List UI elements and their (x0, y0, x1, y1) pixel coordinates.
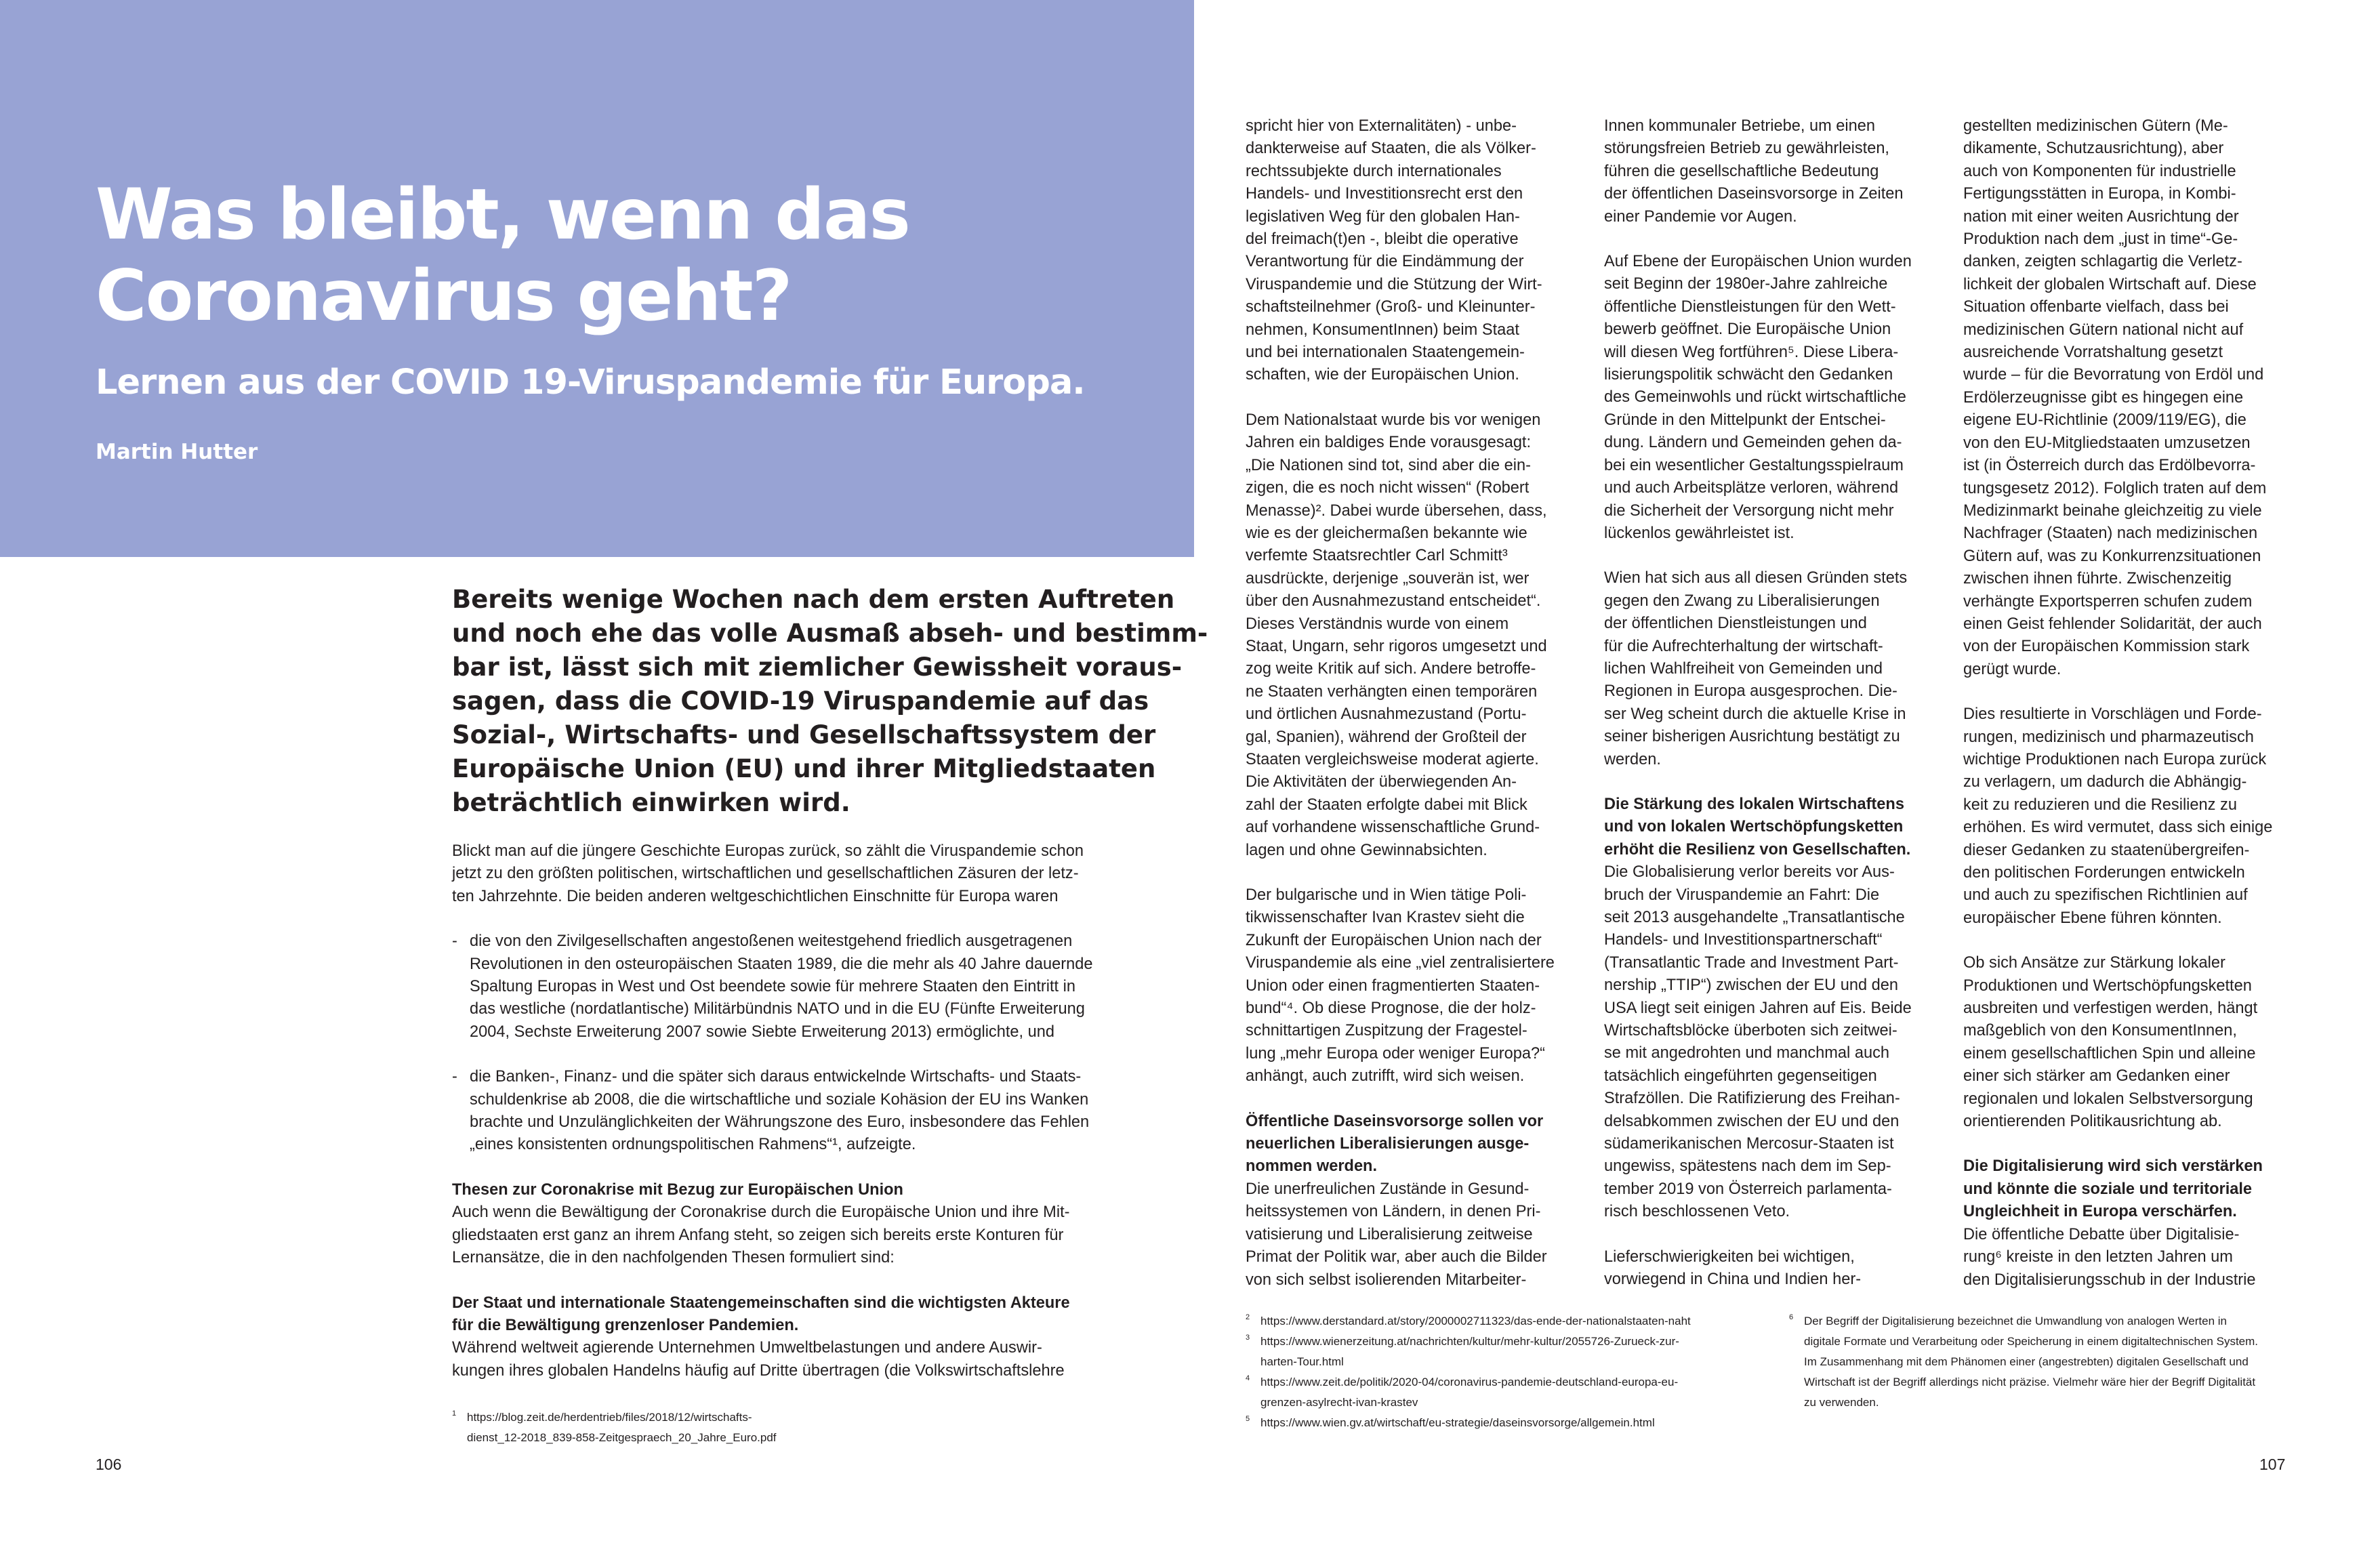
text-line: bund“⁴. Ob diese Prognose, die der holz- (1246, 999, 1536, 1018)
section-heading (452, 1292, 1133, 1338)
text-line: europäischer Ebene führen könnten. (1963, 909, 2222, 927)
text-line: Menasse)². Dabei wurde übersehen, dass, (1246, 501, 1547, 520)
text-line: Situation offenbarte vielfach, dass bei (1963, 298, 2229, 316)
text-line: dankterweise auf Staaten, die als Völker- (1246, 140, 1536, 158)
text-line: schaftsteilnehmer (Groß- und Kleinunter- (1246, 298, 1536, 316)
lead-line: Sozial-, Wirtschafts- und Gesellschaftssystem der (452, 720, 1156, 749)
lead-line: und noch ehe das volle Ausmaß abseh- und bestimm- (452, 619, 1208, 648)
text-line: rung⁶ kreiste in den letzten Jahren um (1963, 1248, 2233, 1266)
text-line: ausreichende Vorratshaltung gesetzt (1963, 344, 2223, 362)
text-line: Produktionen und Wertschöpfungsketten (1963, 976, 2252, 995)
text-line: gerügt wurde. (1963, 660, 2061, 678)
body-paragraph (1604, 115, 1923, 228)
title-line: Coronavirus geht? (96, 255, 792, 337)
text-line: werden. (1604, 750, 1661, 768)
text-line: https://www.zeit.de/politik/2020-04/coronavirus-pandemie-deutschland-europa-eu- (1260, 1376, 1679, 1388)
text-line: spricht hier von Externalitäten) - unbe- (1246, 117, 1517, 135)
text-line: wurde – für die Bevorratung von Erdöl und (1963, 366, 2264, 384)
text-line: Strafzöllen. Die Ratifizierung des Freihan- (1604, 1090, 1900, 1108)
text-line: ist (in Österreich durch das Erdölbevorra- (1963, 457, 2256, 475)
text-line: schaften, wie der Europäischen Union. (1246, 366, 1519, 384)
body-paragraph (1604, 251, 1923, 545)
text-line: öffentliche Dienstleistungen für den Wett- (1604, 297, 1896, 316)
text-line: wie es der gleichermaßen bekannte wie (1246, 524, 1527, 542)
text-line: Staaten vergleichsweise moderat agierte. (1246, 750, 1539, 768)
text-line: das westliche (nordatlantische) Militärbündnis NATO und in die EU (Fünfte Erweiterung (470, 1000, 1085, 1018)
text-line: seiner bisherigen Ausrichtung bestätigt zu (1604, 728, 1900, 746)
author-name: Martin Hutter (96, 440, 258, 464)
text-line: verhängte Exportsperren schufen zudem (1963, 592, 2253, 611)
text-line: Handels- und Investitionspartnerschaft“ (1604, 931, 1883, 949)
bullet-dash: - (452, 1068, 457, 1086)
text-line: gestellten medizinischen Gütern (Me- (1963, 117, 2228, 135)
text-line: Spaltung Europas in West und Ost beendete sowie für mehrere Staaten den Eintritt in (470, 978, 1076, 996)
text-line: will diesen Weg fortführen⁵. Diese Libera- (1604, 343, 1899, 361)
text-line: erhöht die Resilienz von Gesellschaften. (1604, 840, 1911, 859)
footnote-number: 6 (1789, 1313, 1794, 1321)
body-paragraph (1246, 1178, 1564, 1292)
text-line: vorwiegend in China und Indien her- (1604, 1271, 1862, 1289)
text-line: Die Stärkung des lokalen Wirtschaftens (1604, 795, 1904, 813)
text-line: danken, zeigten schlagartig die Verletz- (1963, 253, 2242, 271)
text-line: Der bulgarische und in Wien tätige Poli- (1246, 886, 1527, 904)
text-line: die Banken-, Finanz- und die später sich daraus entwickelnde Wirtschafts- und Staats- (470, 1068, 1082, 1086)
bullet-item (452, 1066, 1133, 1157)
text-line: und auch zu spezifischen Richtlinien auf (1963, 886, 2248, 905)
text-line: lückenlos gewährleistet ist. (1604, 524, 1794, 542)
text-line: kungen ihres globalen Handelns häufig auf Dritte übertragen (die Volkswirtschaftslehre (452, 1361, 1065, 1380)
text-line: verfemte Staatsrechtler Carl Schmitt³ (1246, 547, 1508, 565)
text-line: Wirtschaftsblöcke überboten sich zeitwei- (1604, 1022, 1897, 1040)
text-line: medizinischen Gütern national nicht auf (1963, 321, 2244, 339)
text-line: Wirtschaft ist der Begriff allerdings nicht präzise. Vielmehr wäre hier der Begriff Digitalität (1804, 1376, 2256, 1388)
text-line: maßgeblich von den KonsumentInnen, (1963, 1022, 2237, 1040)
lead-line: bar ist, lässt sich mit ziemlicher Gewissheit voraus- (452, 653, 1183, 682)
text-line: se mit angedrohten und manchmal auch (1604, 1044, 1890, 1063)
footnote-number: 3 (1246, 1334, 1250, 1342)
text-line: für die Bewältigung grenzenloser Pandemien. (452, 1316, 799, 1334)
text-line: zu verwenden. (1804, 1396, 1879, 1409)
lead-line: Bereits wenige Wochen nach dem ersten Auftreten (452, 585, 1175, 614)
text-line: del freimach(t)en -, bleibt die operative (1246, 230, 1519, 249)
text-line: des Gemeinwohls und rückt wirtschaftliche (1604, 388, 1906, 407)
footnote-item (1246, 1413, 1761, 1433)
text-line: nation mit einer weiten Ausrichtung der (1963, 207, 2239, 226)
body-paragraph (1963, 952, 2282, 1133)
text-line: ser Weg scheint durch die aktuelle Krise in (1604, 705, 1906, 723)
text-line: Jahren ein baldiges Ende vorausgesagt: (1246, 434, 1532, 452)
text-line: bruch der Viruspandemie an Fahrt: Die (1604, 886, 1880, 904)
text-line: von sich selbst isolierenden Mitarbeiter- (1246, 1271, 1527, 1289)
lead-line: beträchtlich einwirken wird. (452, 788, 850, 817)
text-line: regionalen und lokalen Selbstversorgung (1963, 1090, 2253, 1108)
section-heading (1246, 1111, 1564, 1178)
text-line: digitale Formate und Verarbeitung oder Speicherung in einem digitaltechnischen System. (1804, 1335, 2259, 1348)
left-body-text (452, 840, 1133, 1382)
section-heading (1604, 793, 1923, 861)
footnote-number: 4 (1246, 1374, 1250, 1382)
text-line: Zukunft der Europäischen Union nach der (1246, 931, 1542, 949)
text-line: Dieses Verständnis wurde von einem (1246, 615, 1509, 633)
body-paragraph (452, 1337, 1133, 1382)
text-line: einem gesellschaftlichen Spin und alleine (1963, 1044, 2256, 1063)
text-line: Die unerfreulichen Zustände in Gesund- (1246, 1180, 1530, 1198)
column-2 (1604, 115, 1923, 1292)
text-line: die Sicherheit der Versorgung nicht mehr (1604, 501, 1894, 520)
footnote-item (1246, 1332, 1761, 1372)
text-line: ungewiss, spätestens nach dem im Sep- (1604, 1157, 1891, 1176)
text-line: Dies resultierte in Vorschlägen und Forde- (1963, 705, 2262, 724)
body-paragraph (1963, 1224, 2282, 1292)
footnote-item (1246, 1311, 1761, 1332)
text-line: USA liegt seit einigen Jahren auf Eis. Beide (1604, 999, 1912, 1017)
text-line: Verantwortung für die Eindämmung der (1246, 253, 1524, 271)
text-line: erhöhen. Es wird vermutet, dass sich einige (1963, 819, 2273, 837)
text-line: Nachfrager (Staaten) nach medizinischen (1963, 524, 2258, 543)
text-line: (Transatlantic Trade and Investment Part- (1604, 953, 1899, 972)
text-line: https://www.wien.gv.at/wirtschaft/eu-strategie/daseinsvorsorge/allgemein.html (1260, 1416, 1655, 1429)
text-line: Revolutionen in den osteuropäischen Staaten 1989, die die mehr als 40 Jahre dauernde (470, 955, 1093, 973)
text-line: von den EU-Mitgliedstaaten umzusetzen (1963, 434, 2251, 452)
text-line: gal, Spanien), während der Großteil der (1246, 728, 1527, 746)
footnote-text (1260, 1311, 1761, 1332)
text-line: nehmen, KonsumentInnen) beim Staat (1246, 321, 1519, 339)
text-line: delsabkommen zwischen der EU und den (1604, 1112, 1900, 1130)
text-line: legislativen Weg für den globalen Han- (1246, 207, 1520, 226)
text-line: der öffentlichen Dienstleistungen und (1604, 615, 1867, 633)
text-line: tember 2019 von Österreich parlamenta- (1604, 1180, 1892, 1198)
intro-paragraph (452, 840, 1133, 908)
text-line: lichen Wahlfreiheit von Gemeinden und (1604, 659, 1883, 678)
text-line: schnittartigen Zuspitzung der Fragestel- (1246, 1022, 1527, 1040)
text-line: tungsgesetz 2012). Folglich traten auf dem (1963, 479, 2267, 497)
text-line: tatsächlich eingeführten gegenseitigen (1604, 1067, 1877, 1085)
text-line: Medizinmarkt beinahe gleichzeitig zu viele (1963, 501, 2262, 520)
bullet-text (470, 1066, 1133, 1157)
text-line: Primat der Politik war, aber auch die Bilder (1246, 1248, 1547, 1266)
footnote-text (1804, 1311, 2318, 1413)
body-paragraph (1246, 115, 1564, 387)
text-line: rechtssubjekte durch internationales (1246, 162, 1502, 180)
bullet-dash: - (452, 932, 457, 951)
text-line: ausbreiten und verfestigen werden, hängt (1963, 999, 2258, 1018)
text-line: die von den Zivilgesellschaften angestoßenen weitestgehend friedlich ausgetragenen (470, 932, 1073, 951)
text-line: dung. Ländern und Gemeinden gehen da- (1604, 434, 1902, 452)
text-line: „eines konsistenten ordnungspolitischen Rahmens“¹, aufzeigte. (470, 1136, 916, 1154)
text-line: vatisierung und Liberalisierung zeitweise (1246, 1225, 1533, 1243)
text-line: gliedstaaten erst ganz an ihrem Anfang steht, so zeigen sich bereits erste Konturen für (452, 1226, 1064, 1244)
text-line: zwischen ihnen führte. Zwischenzeitig (1963, 570, 2232, 588)
footnote-text (1260, 1413, 1761, 1433)
body-paragraph (1604, 1246, 1923, 1292)
text-line: einer Pandemie vor Augen. (1604, 207, 1797, 226)
footnote-item (1246, 1372, 1761, 1413)
text-line: Erdölerzeugnisse gibt es hingegen eine (1963, 388, 2244, 407)
text-line: harten-Tour.html (1260, 1355, 1344, 1368)
text-line: nership „TTIP“) zwischen der EU und den (1604, 976, 1899, 995)
text-line: Viruspandemie und die Stützung der Wirt- (1246, 275, 1542, 293)
page-number-left: 106 (96, 1456, 122, 1473)
text-line: bei ein wesentlicher Gestaltungsspielraum (1604, 456, 1904, 474)
text-line: Lernansätze, die in den nachfolgenden Thesen formuliert sind: (452, 1249, 895, 1267)
text-line: zigen, die es noch nicht wissen“ (Robert (1246, 479, 1530, 497)
text-line: Öffentliche Daseinsvorsorge sollen vor (1246, 1112, 1544, 1130)
text-line: und örtlichen Ausnahmezustand (Portu- (1246, 705, 1527, 724)
text-line: für die Aufrechterhaltung der wirtschaft- (1604, 637, 1883, 655)
footnotes-right (1789, 1311, 2318, 1413)
body-paragraph (1963, 115, 2282, 681)
text-line: wichtige Produktionen nach Europa zurück (1963, 750, 2267, 768)
lead-line: Europäische Union (EU) und ihrer Mitgliedstaaten (452, 754, 1156, 783)
text-line: Viruspandemie als eine „viel zentralisiertere (1246, 954, 1555, 972)
text-line: und bei internationalen Staatengemein- (1246, 344, 1525, 362)
bullet-item (452, 930, 1133, 1044)
text-line: Die Globalisierung verlor bereits vor Aus- (1604, 863, 1895, 882)
text-line: 2004, Sechste Erweiterung 2007 sowie Siebte Erweiterung 2013) ermöglichte, und (470, 1023, 1055, 1041)
text-line: schuldenkrise ab 2008, die die wirtschaftliche und soziale Kohäsion der EU ins Wanken (470, 1090, 1089, 1109)
text-line: bewerb geöffnet. Die Europäische Union (1604, 321, 1891, 339)
text-line: Regionen in Europa ausgesprochen. Die- (1604, 682, 1897, 701)
article-title (96, 174, 1153, 337)
lead-line: sagen, dass die COVID-19 Viruspandemie auf das (452, 686, 1149, 716)
text-line: und von lokalen Wertschöpfungsketten (1604, 818, 1904, 836)
text-line: Auch wenn die Bewältigung der Coronakrise durch die Europäische Union und ihre Mit- (452, 1203, 1070, 1222)
text-line: dikamente, Schutzausrichtung), aber (1963, 140, 2224, 158)
text-line: Auf Ebene der Europäischen Union wurden (1604, 253, 1912, 271)
text-line: risch beschlossenen Veto. (1604, 1203, 1790, 1221)
text-line: dienst_12-2018_839-858-Zeitgespraech_20_Jahre_Euro.pdf (467, 1431, 777, 1444)
text-line: Während weltweit agierende Unternehmen Umweltbelastungen und andere Auswir- (452, 1339, 1042, 1357)
text-line: Die öffentliche Debatte über Digitalisie- (1963, 1225, 2240, 1243)
text-line: führen die gesellschaftliche Bedeutung (1604, 162, 1879, 180)
footnote-text (1260, 1372, 1761, 1413)
text-line: Die Aktivitäten der überwiegenden An- (1246, 773, 1517, 791)
footnote-item (1789, 1311, 2318, 1413)
text-line: keit zu reduzieren und die Resilienz zu (1963, 796, 2237, 814)
text-line: südamerikanischen Mercosur-Staaten ist (1604, 1135, 1894, 1153)
text-line: den politischen Forderungen entwickeln (1963, 864, 2245, 882)
text-line: Innen kommunaler Betriebe, um einen (1604, 117, 1876, 135)
text-line: Ungleichheit in Europa verschärfen. (1963, 1203, 2237, 1221)
text-line: rungen, medizinisch und pharmazeutisch (1963, 728, 2254, 746)
text-line: ne Staaten verhängten einen temporären (1246, 682, 1538, 701)
text-line: seit Beginn der 1980er-Jahre zahlreiche (1604, 275, 1888, 293)
footnote-text (467, 1407, 859, 1448)
text-line: Die Digitalisierung wird sich verstärken (1963, 1157, 2263, 1176)
text-line: zahl der Staaten erfolgte dabei mit Blick (1246, 796, 1527, 814)
text-line: Gütern auf, was zu Konkurrenzsituationen (1963, 547, 2261, 565)
text-line: von der Europäischen Kommission stark (1963, 638, 2250, 656)
body-paragraph (452, 1201, 1133, 1269)
column-1 (1246, 115, 1564, 1292)
bullet-text (470, 930, 1133, 1044)
page-number-right: 107 (2259, 1456, 2286, 1473)
text-line: anhängt, auch zutrifft, wird sich weisen. (1246, 1067, 1525, 1086)
footnote-number: 2 (1246, 1313, 1250, 1321)
text-line: störungsfreien Betrieb zu gewährleisten, (1604, 140, 1889, 158)
text-line: jetzt zu den größten politischen, wirtschaftlichen und gesellschaftlichen Zäsuren der letz- (452, 865, 1079, 883)
text-line: Blickt man auf die jüngere Geschichte Europas zurück, so zählt die Viruspandemie schon (452, 842, 1084, 860)
text-line: den Digitalisierungsschub in der Industrie (1963, 1271, 2256, 1289)
text-line: lichkeit der globalen Wirtschaft auf. Diese (1963, 275, 2257, 293)
lead-paragraph (452, 583, 1208, 820)
column-3 (1963, 115, 2282, 1292)
text-line: seit 2013 ausgehandelte „Transatlantische (1604, 909, 1905, 926)
text-line: ausdrückte, derjenige „souverän ist, wer (1246, 569, 1530, 587)
body-paragraph (1963, 703, 2282, 930)
text-line: Handels- und Investitionsrecht erst den (1246, 185, 1523, 203)
text-line: heitssystemen von Ländern, in denen Pri- (1246, 1203, 1541, 1221)
text-line: Dem Nationalstaat wurde bis vor wenigen (1246, 411, 1541, 429)
text-line: nommen werden. (1246, 1157, 1378, 1176)
text-line: über den Ausnahmezustand entscheidet“. (1246, 592, 1541, 611)
text-line: https://www.wienerzeitung.at/nachrichten/kultur/mehr-kultur/2055726-Zurueck-zur- (1260, 1335, 1679, 1348)
footnote-item (452, 1407, 859, 1448)
text-line: lagen und ohne Gewinnabsichten. (1246, 841, 1488, 859)
text-line: Der Staat und internationale Staatengemeinschaften sind die wichtigsten Akteure (452, 1294, 1070, 1312)
body-paragraph (1604, 567, 1923, 771)
footnote-number: 5 (1246, 1415, 1250, 1423)
text-line: Gründe in den Mittelpunkt der Entschei- (1604, 411, 1886, 429)
text-line: Der Begriff der Digitalisierung bezeichnet die Umwandlung von analogen Werten in (1804, 1315, 2228, 1327)
text-line: https://blog.zeit.de/herdentrieb/files/2018/12/wirtschafts- (467, 1411, 752, 1424)
section-heading (1963, 1155, 2282, 1223)
footnotes-middle (1246, 1311, 1761, 1433)
text-line: der öffentlichen Daseinsvorsorge in Zeiten (1604, 185, 1904, 203)
text-line: einen Geist fehlender Solidarität, der auch (1963, 615, 2262, 633)
body-paragraph (1246, 409, 1564, 862)
text-line: Ob sich Ansätze zur Stärkung lokaler (1963, 954, 2225, 972)
section-heading: Thesen zur Coronakrise mit Bezug zur Europäischen Union (452, 1180, 903, 1199)
footnote-text (1260, 1332, 1761, 1372)
text-line: ten Jahrzehnte. Die beiden anderen weltgeschichtlichen Einschnitte für Europa waren (452, 887, 1059, 905)
text-line: Wien hat sich aus all diesen Gründen stets (1604, 569, 1908, 587)
text-line: „Die Nationen sind tot, sind aber die ein- (1246, 456, 1531, 474)
title-line: Was bleibt, wenn das (96, 174, 909, 255)
text-line: zog weite Kritik auf sich. Andere betroffe- (1246, 660, 1536, 678)
text-line: und könnte die soziale und territoriale (1963, 1180, 2253, 1198)
text-line: Lieferschwierigkeiten bei wichtigen, (1604, 1247, 1855, 1266)
text-line: neuerlichen Liberalisierungen ausge- (1246, 1135, 1530, 1153)
text-line: Union oder einen fragmentierten Staaten- (1246, 976, 1540, 995)
text-line: tikwissenschafter Ivan Krastev sieht die (1246, 909, 1525, 927)
body-paragraph (1246, 884, 1564, 1088)
body-paragraph (1604, 861, 1923, 1224)
text-line: dieser Gedanken zu staatenübergreifen- (1963, 841, 2250, 859)
footnote (452, 1407, 859, 1448)
text-line: grenzen-asylrecht-ivan-krastev (1260, 1396, 1418, 1409)
text-line: auch von Komponenten für industrielle (1963, 162, 2236, 180)
text-line: Im Zusammenhang mit dem Phänomen einer (angestrebten) digitalen Gesellschaft und (1804, 1355, 2249, 1368)
text-line: lung „mehr Europa oder weniger Europa?“ (1246, 1044, 1545, 1063)
text-line: Produktion nach dem „just in time“-Ge- (1963, 230, 2238, 249)
text-line: auf vorhandene wissenschaftliche Grund- (1246, 819, 1540, 837)
footnote-number: 1 (452, 1409, 457, 1418)
text-line: zu verlagern, um dadurch die Abhängig- (1963, 773, 2247, 791)
text-line: orientierenden Politikausrichtung ab. (1963, 1113, 2222, 1131)
text-line: und auch Arbeitsplätze verloren, während (1604, 479, 1899, 497)
text-line: gegen den Zwang zu Liberalisierungen (1604, 592, 1880, 610)
article-subtitle: Lernen aus der COVID 19-Viruspandemie für Europa. (96, 363, 1085, 403)
text-line: lisierungspolitik schwächt den Gedanken (1604, 366, 1893, 384)
text-line: https://www.derstandard.at/story/2000002711323/das-ende-der-nationalstaaten-naht (1260, 1315, 1691, 1327)
text-line: brachte und Unzulänglichkeiten der Währungszone des Euro, insbesondere das Fehlen (470, 1113, 1090, 1132)
text-line: eigene EU-Richtlinie (2009/119/EG), die (1963, 411, 2246, 430)
text-line: Staat, Ungarn, sehr rigoros umgesetzt und (1246, 637, 1547, 655)
text-line: einer sich stärker am Gedanken einer (1963, 1067, 2230, 1086)
text-line: Fertigungsstätten in Europa, in Kombi- (1963, 185, 2236, 203)
